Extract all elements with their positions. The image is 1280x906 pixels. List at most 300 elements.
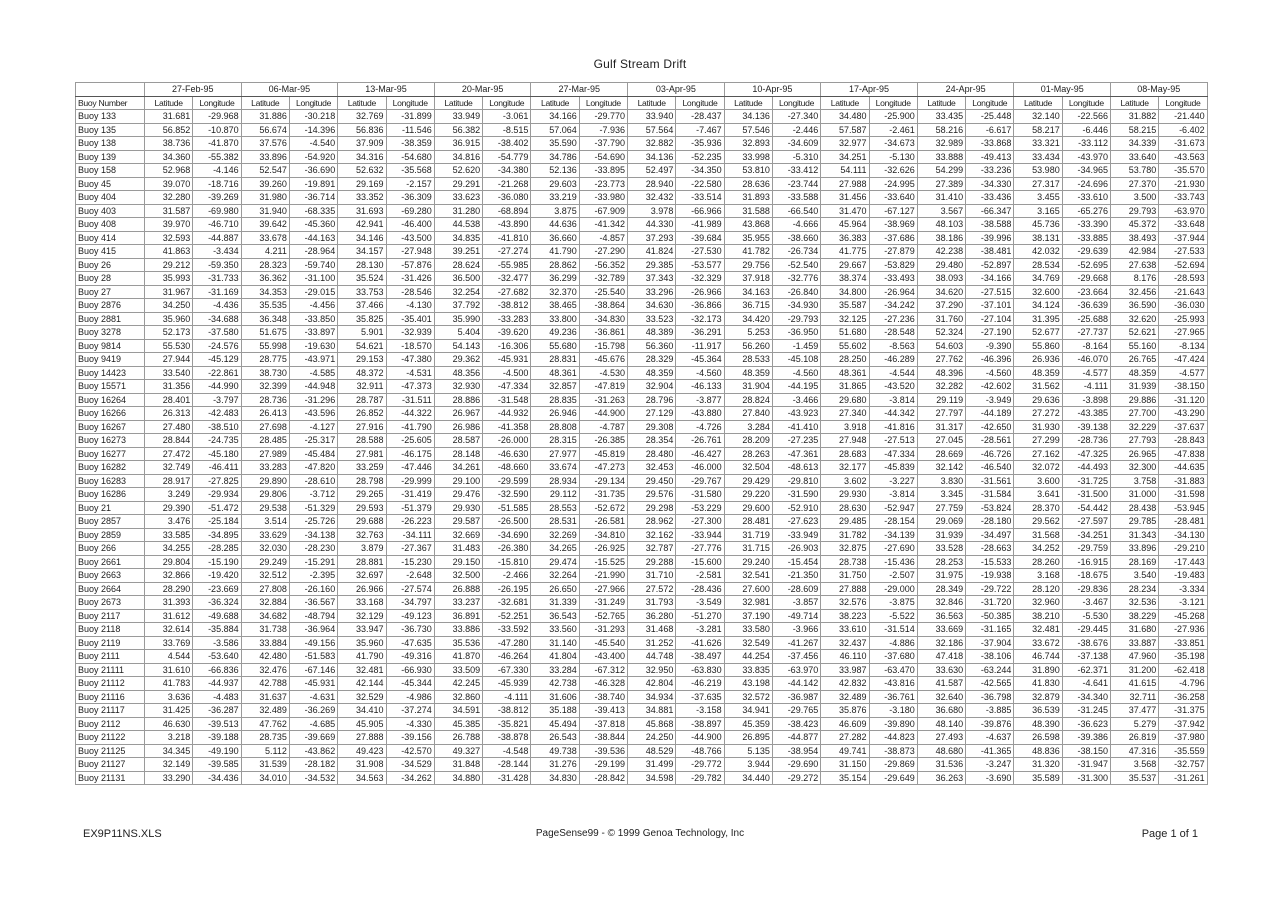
latitude-cell: 28.263 [724, 447, 772, 461]
latitude-cell: 5.279 [1111, 717, 1159, 731]
longitude-cell: -29.782 [676, 771, 724, 785]
latitude-cell: 28.253 [917, 555, 965, 569]
longitude-cell: -46.219 [676, 677, 724, 691]
longitude-cell: -15.810 [483, 555, 531, 569]
longitude-cell: -27.776 [676, 542, 724, 556]
longitude-cell: -44.900 [579, 407, 627, 421]
longitude-cell: -27.235 [772, 434, 820, 448]
latitude-cell: 33.585 [145, 528, 193, 542]
buoy-number-cell: Buoy 9814 [76, 339, 145, 353]
longitude-cell: -28.843 [1159, 434, 1207, 448]
longitude-cell: -14.396 [289, 123, 337, 137]
buoy-number-cell: Buoy 16283 [76, 474, 145, 488]
latitude-cell: 26.543 [531, 731, 579, 745]
latitude-cell: 33.610 [821, 623, 869, 637]
longitude-cell: -29.199 [579, 758, 627, 772]
latitude-cell: 48.372 [338, 366, 386, 380]
latitude-cell: 3.567 [917, 204, 965, 218]
latitude-cell: 28.438 [1111, 501, 1159, 515]
latitude-cell: 32.529 [338, 690, 386, 704]
latitude-cell: 32.476 [241, 663, 289, 677]
longitude-cell: -51.583 [289, 650, 337, 664]
longitude-cell: -36.761 [869, 690, 917, 704]
latitude-cell: 31.320 [1014, 758, 1062, 772]
latitude-cell: 37.190 [724, 609, 772, 623]
longitude-cell: -35.568 [386, 164, 434, 178]
latitude-cell: 44.254 [724, 650, 772, 664]
latitude-cell: 33.623 [434, 191, 482, 205]
longitude-cell: -33.868 [966, 137, 1014, 151]
latitude-cell: 28.917 [145, 474, 193, 488]
latitude-cell: 31.339 [531, 596, 579, 610]
latitude-cell: 26.413 [241, 407, 289, 421]
latitude-cell: 36.915 [434, 137, 482, 151]
longitude-cell: -36.287 [193, 704, 241, 718]
latitude-cell: 41.804 [531, 650, 579, 664]
latitude-cell: 33.896 [1111, 542, 1159, 556]
table-row [76, 555, 1208, 569]
longitude-cell: -18.570 [386, 339, 434, 353]
latitude-cell: 42.032 [1014, 245, 1062, 259]
buoy-number-cell: Buoy 16273 [76, 434, 145, 448]
latitude-cell: 33.435 [917, 110, 965, 124]
latitude-cell: 27.793 [1111, 434, 1159, 448]
longitude-cell: -28.663 [966, 542, 1014, 556]
latitude-cell: 28.148 [434, 447, 482, 461]
table-row [76, 623, 1208, 637]
latitude-cell: 32.500 [434, 569, 482, 583]
latitude-cell: 31.715 [724, 542, 772, 556]
longitude-cell: -31.249 [579, 596, 627, 610]
longitude-cell: -38.954 [772, 744, 820, 758]
longitude-cell: -26.223 [386, 515, 434, 529]
longitude-cell: -39.386 [1062, 731, 1110, 745]
latitude-cell: 29.308 [628, 420, 676, 434]
latitude-cell: 31.865 [821, 380, 869, 394]
latitude-cell: 39.070 [145, 177, 193, 191]
longitude-cell: -4.986 [386, 690, 434, 704]
longitude-cell: -4.726 [676, 420, 724, 434]
latitude-cell: 45.905 [338, 717, 386, 731]
longitude-cell: -48.766 [676, 744, 724, 758]
latitude-header: Latitude [628, 96, 676, 110]
longitude-cell: -4.857 [579, 231, 627, 245]
latitude-cell: 54.143 [434, 339, 482, 353]
longitude-cell: -36.798 [966, 690, 1014, 704]
buoy-number-header: Buoy Number [76, 96, 145, 110]
latitude-cell: 56.360 [628, 339, 676, 353]
longitude-cell: -39.536 [579, 744, 627, 758]
latitude-cell: 54.603 [917, 339, 965, 353]
latitude-cell: 42.245 [434, 677, 482, 691]
longitude-cell: -15.436 [869, 555, 917, 569]
latitude-cell: 27.700 [1111, 407, 1159, 421]
longitude-cell: -28.436 [676, 582, 724, 596]
latitude-cell: 3.168 [1014, 569, 1062, 583]
longitude-cell: -33.514 [676, 191, 724, 205]
longitude-cell: -31.733 [193, 272, 241, 286]
longitude-cell: -35.884 [193, 623, 241, 637]
longitude-cell: -43.880 [676, 407, 724, 421]
latitude-cell: 31.468 [628, 623, 676, 637]
longitude-cell: -36.987 [772, 690, 820, 704]
longitude-cell: -34.797 [386, 596, 434, 610]
latitude-cell: 32.536 [1111, 596, 1159, 610]
latitude-cell: 3.918 [821, 420, 869, 434]
longitude-header: Longitude [869, 96, 917, 110]
longitude-cell: -32.477 [483, 272, 531, 286]
latitude-cell: 31.939 [1111, 380, 1159, 394]
longitude-cell: -15.454 [772, 555, 820, 569]
latitude-cell: 32.504 [724, 461, 772, 475]
latitude-cell: 36.715 [724, 299, 772, 313]
longitude-cell: -31.720 [966, 596, 1014, 610]
longitude-cell: -62.418 [1159, 663, 1207, 677]
longitude-cell: -33.588 [772, 191, 820, 205]
table-row [76, 596, 1208, 610]
longitude-cell: -44.342 [869, 407, 917, 421]
latitude-cell: 31.782 [821, 528, 869, 542]
longitude-cell: -34.497 [966, 528, 1014, 542]
latitude-cell: 26.965 [1111, 447, 1159, 461]
longitude-cell: -4.641 [1062, 677, 1110, 691]
latitude-cell: 31.252 [628, 636, 676, 650]
longitude-cell: -51.585 [483, 501, 531, 515]
latitude-cell: 32.282 [917, 380, 965, 394]
latitude-cell: 31.343 [1111, 528, 1159, 542]
longitude-cell: -4.111 [483, 690, 531, 704]
longitude-cell: -33.592 [483, 623, 531, 637]
longitude-cell: -52.897 [966, 258, 1014, 272]
latitude-cell: 48.389 [628, 326, 676, 340]
latitude-cell: 29.429 [724, 474, 772, 488]
latitude-cell: 32.149 [145, 758, 193, 772]
longitude-cell: -45.344 [386, 677, 434, 691]
longitude-cell: -43.596 [289, 407, 337, 421]
longitude-cell: -5.522 [869, 609, 917, 623]
latitude-cell: 27.272 [1014, 407, 1062, 421]
latitude-header: Latitude [917, 96, 965, 110]
latitude-cell: 55.530 [145, 339, 193, 353]
latitude-cell: 55.680 [531, 339, 579, 353]
latitude-cell: 31.980 [241, 191, 289, 205]
latitude-cell: 33.580 [724, 623, 772, 637]
longitude-cell: -53.577 [676, 258, 724, 272]
longitude-cell: -66.966 [676, 204, 724, 218]
table-row [76, 744, 1208, 758]
latitude-cell: 36.348 [241, 312, 289, 326]
latitude-cell: 3.875 [531, 204, 579, 218]
latitude-cell: 27.638 [1111, 258, 1159, 272]
longitude-cell: -27.236 [869, 312, 917, 326]
latitude-cell: 32.593 [145, 231, 193, 245]
latitude-cell: 29.249 [241, 555, 289, 569]
longitude-cell: -21.930 [1159, 177, 1207, 191]
latitude-cell: 35.537 [1111, 771, 1159, 785]
latitude-cell: 29.119 [917, 393, 965, 407]
longitude-cell: -26.734 [772, 245, 820, 259]
longitude-cell: -5.530 [1062, 609, 1110, 623]
longitude-cell: -49.714 [772, 609, 820, 623]
buoy-number-cell: Buoy 2661 [76, 555, 145, 569]
table-row [76, 447, 1208, 461]
longitude-cell: -34.251 [1062, 528, 1110, 542]
latitude-cell: 34.250 [145, 299, 193, 313]
longitude-cell: -37.274 [386, 704, 434, 718]
latitude-cell: 39.970 [145, 218, 193, 232]
latitude-cell: 31.276 [531, 758, 579, 772]
table-row [76, 312, 1208, 326]
latitude-cell: 27.698 [241, 420, 289, 434]
latitude-cell: 41.782 [724, 245, 772, 259]
latitude-cell: 29.150 [434, 555, 482, 569]
table-row [76, 420, 1208, 434]
table-row [76, 582, 1208, 596]
latitude-cell: 36.383 [821, 231, 869, 245]
buoy-number-cell: Buoy 45 [76, 177, 145, 191]
longitude-cell: -36.690 [289, 164, 337, 178]
latitude-cell: 41.790 [531, 245, 579, 259]
latitude-cell: 56.382 [434, 123, 482, 137]
latitude-cell: 26.888 [434, 582, 482, 596]
date-header: 06-Mar-95 [241, 83, 338, 97]
longitude-cell: -37.635 [676, 690, 724, 704]
longitude-cell: -3.949 [966, 393, 1014, 407]
table-body [76, 110, 1208, 785]
longitude-cell: -28.609 [772, 582, 820, 596]
latitude-cell: 38.493 [1111, 231, 1159, 245]
longitude-cell: -31.100 [289, 272, 337, 286]
longitude-cell: -26.964 [869, 285, 917, 299]
longitude-cell: -28.481 [1159, 515, 1207, 529]
longitude-cell: -1.459 [772, 339, 820, 353]
date-header: 10-Apr-95 [724, 83, 821, 97]
longitude-cell: -9.390 [966, 339, 1014, 353]
footer-page-number: Page 1 of 1 [1141, 828, 1198, 840]
longitude-cell: -31.561 [966, 474, 1014, 488]
longitude-cell: -43.971 [289, 353, 337, 367]
latitude-cell: 3.636 [145, 690, 193, 704]
longitude-cell: -24.696 [1062, 177, 1110, 191]
longitude-cell: -53.229 [676, 501, 724, 515]
longitude-cell: -52.672 [579, 501, 627, 515]
latitude-cell: 27.129 [628, 407, 676, 421]
latitude-cell: 31.940 [241, 204, 289, 218]
longitude-cell: -45.540 [579, 636, 627, 650]
longitude-cell: -41.410 [772, 420, 820, 434]
latitude-cell: 38.730 [241, 366, 289, 380]
latitude-cell: 29.593 [338, 501, 386, 515]
longitude-cell: -23.669 [193, 582, 241, 596]
latitude-cell: 5.135 [724, 744, 772, 758]
latitude-cell: 34.880 [434, 771, 482, 785]
longitude-cell: -27.690 [869, 542, 917, 556]
latitude-cell: 33.321 [1014, 137, 1062, 151]
longitude-cell: -43.923 [772, 407, 820, 421]
table-row [76, 461, 1208, 475]
latitude-cell: 27.916 [338, 420, 386, 434]
latitude-cell: 45.372 [1111, 218, 1159, 232]
latitude-cell: 29.667 [821, 258, 869, 272]
longitude-cell: -36.639 [1062, 299, 1110, 313]
longitude-cell: -18.716 [193, 177, 241, 191]
latitude-cell: 32.749 [145, 461, 193, 475]
longitude-cell: -29.765 [772, 704, 820, 718]
latitude-cell: 31.499 [628, 758, 676, 772]
latitude-cell: 32.989 [917, 137, 965, 151]
longitude-cell: -3.281 [676, 623, 724, 637]
latitude-cell: 38.374 [821, 272, 869, 286]
latitude-cell: 31.882 [1111, 110, 1159, 124]
longitude-header: Longitude [193, 96, 241, 110]
longitude-cell: -3.549 [676, 596, 724, 610]
longitude-cell: -38.969 [869, 218, 917, 232]
buoy-number-cell: Buoy 16277 [76, 447, 145, 461]
longitude-cell: -33.885 [1062, 231, 1110, 245]
latitude-cell: 26.819 [1111, 731, 1159, 745]
longitude-cell: -3.690 [966, 771, 1014, 785]
latitude-cell: 56.852 [145, 123, 193, 137]
latitude-cell: 33.940 [628, 110, 676, 124]
longitude-cell: -27.682 [483, 285, 531, 299]
longitude-cell: -47.635 [386, 636, 434, 650]
longitude-cell: -19.630 [289, 339, 337, 353]
longitude-cell: -34.688 [193, 312, 241, 326]
longitude-cell: -26.840 [772, 285, 820, 299]
longitude-cell: -66.930 [386, 663, 434, 677]
table-row [76, 272, 1208, 286]
longitude-cell: -53.945 [1159, 501, 1207, 515]
longitude-cell: -29.445 [1062, 623, 1110, 637]
latitude-cell: 32.857 [531, 380, 579, 394]
latitude-cell: 3.218 [145, 731, 193, 745]
latitude-cell: 33.629 [241, 528, 289, 542]
latitude-cell: 29.474 [531, 555, 579, 569]
table-row [76, 501, 1208, 515]
latitude-cell: 41.824 [628, 245, 676, 259]
longitude-cell: -45.108 [772, 353, 820, 367]
latitude-cell: 31.710 [628, 569, 676, 583]
buoy-number-cell: Buoy 21 [76, 501, 145, 515]
latitude-cell: 31.317 [917, 420, 965, 434]
longitude-cell: -43.890 [483, 218, 531, 232]
latitude-cell: 32.481 [338, 663, 386, 677]
latitude-cell: 34.835 [434, 231, 482, 245]
latitude-cell: 28.587 [434, 434, 482, 448]
longitude-cell: -3.061 [483, 110, 531, 124]
longitude-cell: -26.380 [483, 542, 531, 556]
longitude-cell: -66.347 [966, 204, 1014, 218]
longitude-cell: -27.936 [1159, 623, 1207, 637]
longitude-cell: -37.980 [1159, 731, 1207, 745]
latitude-cell: 28.808 [531, 420, 579, 434]
longitude-cell: -49.123 [386, 609, 434, 623]
longitude-cell: -34.130 [1159, 528, 1207, 542]
longitude-cell: -35.559 [1159, 744, 1207, 758]
longitude-cell: -3.898 [1062, 393, 1110, 407]
latitude-cell: 32.950 [628, 663, 676, 677]
latitude-cell: 28.485 [241, 434, 289, 448]
longitude-cell: -4.548 [483, 744, 531, 758]
latitude-cell: 32.904 [628, 380, 676, 394]
latitude-cell: 29.785 [1111, 515, 1159, 529]
longitude-cell: -31.165 [966, 623, 1014, 637]
latitude-cell: 31.200 [1111, 663, 1159, 677]
longitude-cell: -41.358 [483, 420, 531, 434]
longitude-cell: -33.944 [676, 528, 724, 542]
latitude-cell: 28.234 [1111, 582, 1159, 596]
latitude-cell: 29.688 [338, 515, 386, 529]
latitude-cell: 3.455 [1014, 191, 1062, 205]
longitude-cell: -27.574 [386, 582, 434, 596]
longitude-cell: -29.770 [579, 110, 627, 124]
buoy-number-cell: Buoy 158 [76, 164, 145, 178]
latitude-cell: 38.229 [1111, 609, 1159, 623]
buoy-number-cell: Buoy 266 [76, 542, 145, 556]
latitude-cell: 29.450 [628, 474, 676, 488]
longitude-cell: -34.529 [386, 758, 434, 772]
latitude-cell: 56.836 [338, 123, 386, 137]
longitude-cell: -38.878 [483, 731, 531, 745]
longitude-cell: -46.427 [676, 447, 724, 461]
latitude-cell: 5.253 [724, 326, 772, 340]
latitude-cell: 31.893 [724, 191, 772, 205]
latitude-cell: 52.324 [917, 326, 965, 340]
longitude-cell: -4.886 [869, 636, 917, 650]
latitude-cell: 31.738 [241, 623, 289, 637]
latitude-cell: 29.793 [1111, 204, 1159, 218]
longitude-cell: -47.380 [386, 353, 434, 367]
latitude-cell: 28.329 [628, 353, 676, 367]
table-row [76, 407, 1208, 421]
latitude-cell: 3.600 [1014, 474, 1062, 488]
longitude-cell: -28.437 [676, 110, 724, 124]
longitude-cell: -31.296 [289, 393, 337, 407]
longitude-cell: -30.218 [289, 110, 337, 124]
latitude-cell: 33.434 [1014, 150, 1062, 164]
latitude-cell: 28.130 [338, 258, 386, 272]
longitude-cell: -34.380 [483, 164, 531, 178]
latitude-cell: 46.609 [821, 717, 869, 731]
longitude-cell: -46.328 [579, 677, 627, 691]
longitude-cell: -29.968 [193, 110, 241, 124]
latitude-cell: 31.939 [917, 528, 965, 542]
longitude-cell: -4.540 [289, 137, 337, 151]
table-row [76, 299, 1208, 313]
latitude-cell: 31.610 [145, 663, 193, 677]
buoy-number-cell: Buoy 2881 [76, 312, 145, 326]
latitude-cell: 33.560 [531, 623, 579, 637]
latitude-cell: 31.140 [531, 636, 579, 650]
buoy-number-cell: Buoy 2663 [76, 569, 145, 583]
longitude-cell: -31.548 [483, 393, 531, 407]
latitude-cell: 33.669 [917, 623, 965, 637]
table-row [76, 488, 1208, 502]
latitude-cell: 29.576 [628, 488, 676, 502]
longitude-cell: -31.598 [1159, 488, 1207, 502]
longitude-cell: -32.681 [483, 596, 531, 610]
latitude-cell: 35.825 [338, 312, 386, 326]
longitude-cell: -34.111 [386, 528, 434, 542]
longitude-cell: -3.158 [676, 704, 724, 718]
longitude-cell: -67.330 [483, 663, 531, 677]
longitude-cell: -29.759 [1062, 542, 1110, 556]
longitude-cell: -19.420 [193, 569, 241, 583]
longitude-cell: -8.164 [1062, 339, 1110, 353]
longitude-cell: -36.714 [289, 191, 337, 205]
latitude-cell: 32.620 [1111, 312, 1159, 326]
longitude-cell: -43.816 [869, 677, 917, 691]
